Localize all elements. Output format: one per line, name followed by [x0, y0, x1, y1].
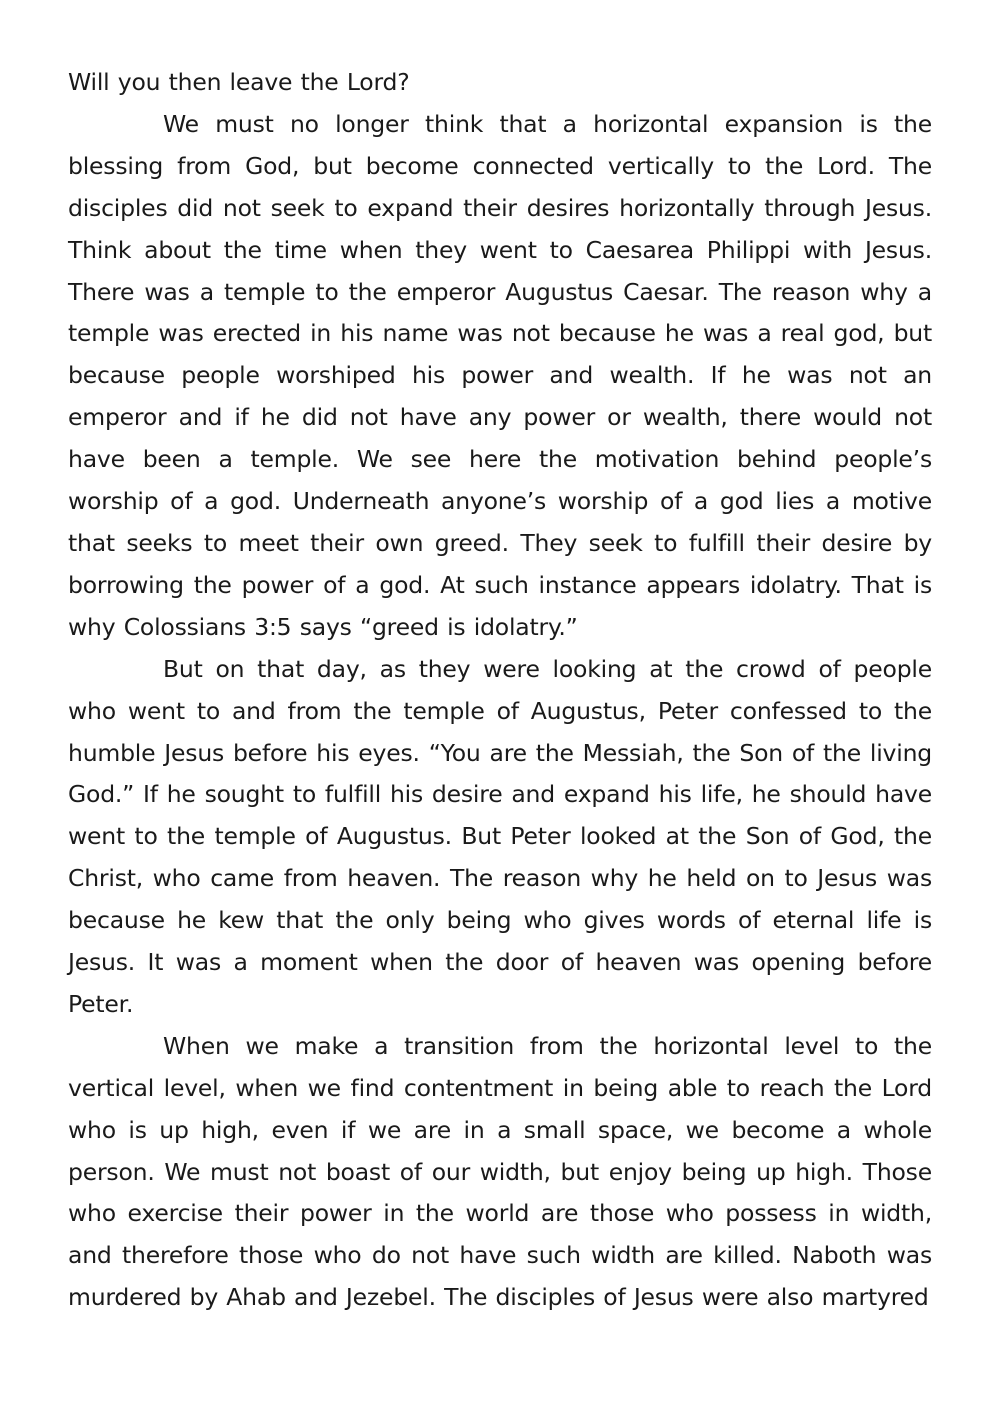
- paragraph-horizontal-expansion: We must no longer think that a horizontal expansion is the blessing from God, but become connected vertically to the Lord. The disciples did not seek to expand their desires horizontally through Jesus. Think about the time when they went to Caesarea Philippi with Jesus. There was a temple to the emperor Augustus Caesar. The reason why a temple was erected in his name was not because he was a real god, but because people worshiped his power and wealth. If he was not an emperor and if he did not have any power or wealth, there would not have been a temple. We see here the motivation behind people’s worship of a god. Underneath anyone’s worship of a god lies a motive that seeks to meet their own greed. They seek to fulfill their desire by borrowing the power of a god. At such instance appears idolatry. That is why Colossians 3:5 says “greed is idolatry.”: [68, 109, 932, 641]
- paragraph-opening-question: Will you then leave the Lord?: [68, 68, 410, 96]
- document-page: [68, 62, 932, 1319]
- paragraph-vertical-level: When we make a transition from the horizontal level to the vertical level, when we find contentment in being able to reach the Lord who is up high, even if we are in a small space, we become a whole person. We must not boast of our width, but enjoy being up high. Those who exercise their power in the world are those who possess in width, and therefore those who do not have such width are killed. Naboth was murdered by Ahab and Jezebel. The disciples of Jesus were also martyred: [68, 1031, 932, 1312]
- paragraph-peter-confession: But on that day, as they were looking at the crowd of people who went to and from the temple of Augustus, Peter confessed to the humble Jesus before his eyes. “You are the Messiah, the Son of the living God.” If he sought to fulfill his desire and expand his life, he should have went to the temple of Augustus. But Peter looked at the Son of God, the Christ, who came from heaven. The reason why he held on to Jesus was because he kew that the only being who gives words of eternal life is Jesus. It was a moment when the door of heaven was opening before Peter.: [68, 654, 932, 1018]
